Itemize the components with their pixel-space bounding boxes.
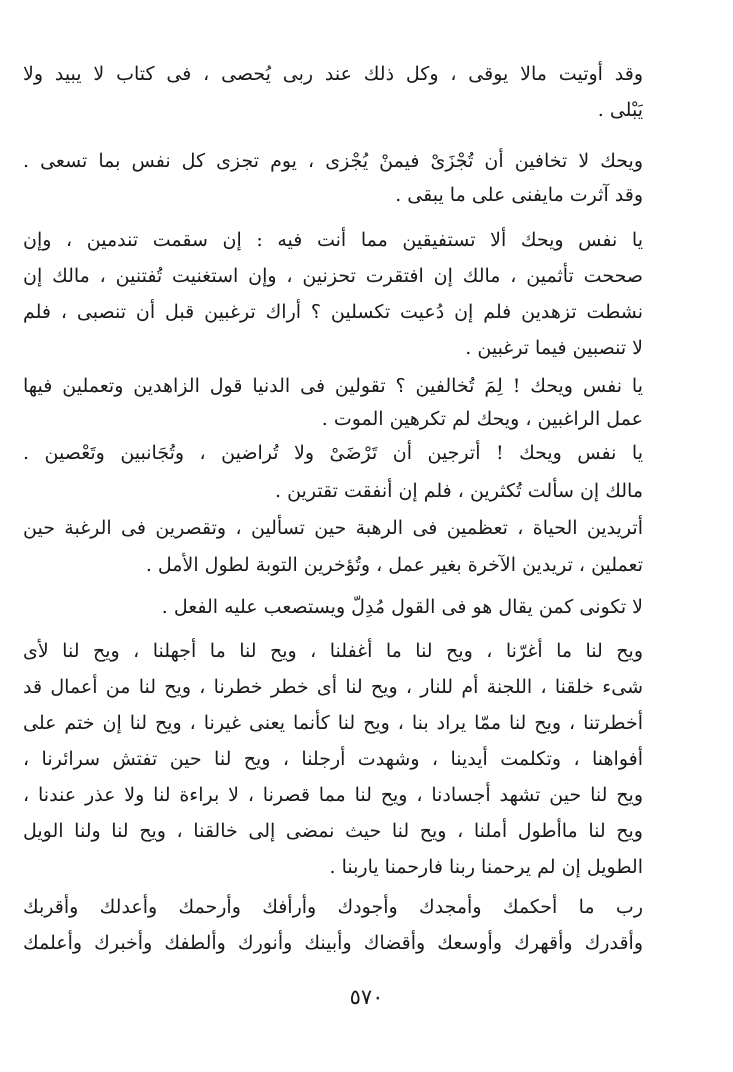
page-number: ٥٧٠ [349,985,384,1009]
text-line: أخطرتنا ، ويح لنا ممّا يراد بنا ، ويح لنا كأنما يعنى غيرنا ، ويح لنا إن ختم على [23,712,643,734]
text-line: أتريدين الحياة ، تعظمين فى الرهبة حين تسألين ، وتقصرين فى الرغبة حين [23,517,643,539]
text-line: يا نفس ويحك ! أترجين أن تَرْضَىْ ولا تُراضين ، وتُجَانبين وتَعْصين . [23,442,643,464]
text-line: وأقدرك وأقهرك وأوسعك وأقضاك وأبينك وأنورك وألطفك وأخبرك وأعلمك [23,932,643,954]
text-line: لا تكونى كمن يقال هو فى القول مُدِلّ ويستصعب عليه الفعل . [161,596,643,618]
text-line: أفواهنا ، وتكلمت أيدينا ، وشهدت أرجلنا ، ويح لنا حين تفتش سرائرنا ، [23,748,643,770]
text-line: رب ما أحكمك وأمجدك وأجودك وأرأفك وأرحمك وأعدلك وأقربك [23,896,643,918]
text-line: تعملين ، تريدين الآخرة بغير عمل ، وتُؤخرين التوبة لطول الأمل . [145,554,643,576]
text-line: شىء خلقنا ، اللجنة أم للنار ، ويح لنا أى خطر خطرنا ، ويح لنا من أعمال قد [23,676,643,698]
text-line: ويحك لا تخافين أن تُجْزَىْ فيمنْ يُجْزى ، يوم تجزى كل نفس بما تسعى . [23,150,643,172]
text-line: يا نفس ويحك ! لِمَ تُخالفين ؟ تقولين فى الدنيا قول الزاهدين وتعملين فيها [23,375,643,397]
text-line: ويح لنا حين تشهد أجسادنا ، ويح لنا مما قصرنا ، لا براءة لنا ولا عذر عندنا ، [23,784,643,806]
text-line: الطويل إن لم يرحمنا ربنا فارحمنا ياربنا . [329,856,643,878]
text-line: عمل الراغبين ، ويحك لم تكرهين الموت . [321,408,643,430]
text-line: مالك إن سألت تُكثرين ، فلم إن أنفقت تقترين . [275,480,643,502]
text-line: صححت تأثمين ، مالك إن افتقرت تحزنين ، وإن استغنيت تُفتنين ، مالك إن [23,265,643,287]
text-line: وقد أوتيت مالا يوقى ، وكل ذلك عند ربى يُحصى ، فى كتاب لا يبيد ولا [23,63,643,85]
text-line: لا تنصبين فيما ترغبين . [465,337,643,359]
text-line: ويح لنا ماأطول أملنا ، ويح لنا حيث نمضى إلى خالقنا ، ويح لنا ولنا الويل [23,820,643,842]
text-line: يَبْلى . [597,99,643,121]
text-line: وقد آثرت مايفنى على ما يبقى . [395,184,643,206]
text-line: نشطت تزهدين فلم إن دُعيت تكسلين ؟ أراك ترغبين قبل أن تنصبى ، فلم [23,301,643,323]
text-line: يا نفس ويحك ألا تستفيقين مما أنت فيه : إن سقمت تندمين ، وإن [23,229,643,251]
text-line: ويح لنا ما أغرّنا ، ويح لنا ما أغفلنا ، ويح لنا ما أجهلنا ، ويح لنا لأى [23,640,643,662]
